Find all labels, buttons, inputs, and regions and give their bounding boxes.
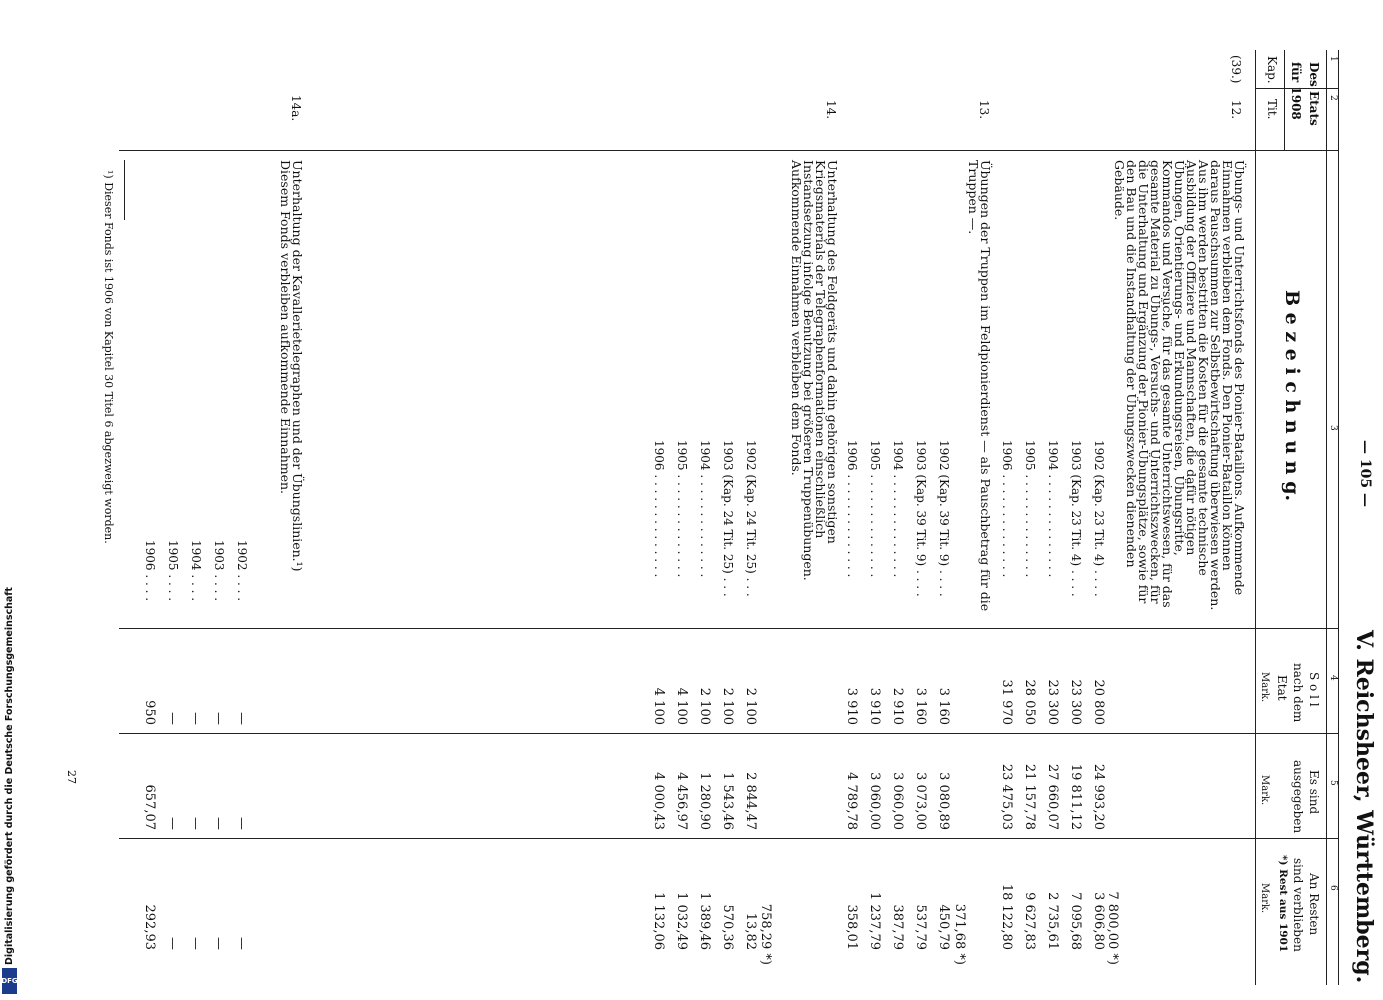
row-reste: 371,68 *) <box>952 903 967 965</box>
col-number-4: 4 <box>1328 675 1338 681</box>
row-soll: 2 100 <box>743 687 758 725</box>
etat-rule <box>1284 50 1285 150</box>
row-reste: 387,79 <box>890 904 905 950</box>
tit-desc-divider <box>119 150 1339 151</box>
row-ausgegeben: — <box>234 817 249 830</box>
etat-label-line1: Des Etats <box>1307 62 1321 126</box>
row-ausgegeben: 657,07 <box>142 784 157 830</box>
row-ausgegeben: 1 280,90 <box>697 772 712 830</box>
row-ausgegeben: 24 993,20 <box>1091 763 1106 830</box>
row-soll: 4 100 <box>651 687 666 725</box>
row-soll: 2 100 <box>697 687 712 725</box>
row-reste: — <box>188 937 203 950</box>
row-soll: 28 050 <box>1022 679 1037 725</box>
row-ausgegeben: 1 543,46 <box>720 772 735 830</box>
colnum-rule <box>1326 50 1327 985</box>
reste-heading-line3: *) Rest aus 1901 <box>1277 855 1289 953</box>
row-label: 1904 . . . . . . . . . . . . . . <box>891 440 905 578</box>
row-ausgegeben: 3 060,00 <box>890 772 905 830</box>
entry-tit: 13. <box>977 100 991 120</box>
row-label: 1906 . . . . . . . . . . . . . . <box>652 440 666 578</box>
row-reste: — <box>234 937 249 950</box>
row-soll: 4 100 <box>674 687 689 725</box>
entry-tit: 14. <box>824 100 838 120</box>
entry-description: Übungs- und Unterrichtsfonds des Pionier-Bataillons. Aufkommende Einnahmen verbleiben dem Fonds. Den Pionier-Bataillon können daraus Pauschsummen zur Selbstbewirtschaftung überwiesen werden. Aus ihm werden bestritten die Kosten für die gesamte technische Ausbildung der Offiziere und Mannschaften, die dafür nötigen Übungen, Orientierungs- und Erkundungsreisen, Übungsritte, Kommandos und Versuche, für das gesamte Unterrichtswesen, für das gesamte Material zu Übungs-, Versuchs- und Unterrichtszwecken, für die Unterhaltung und Ergänzung der Pionier-Übungsplätze, sowie für den Bau und die Instandhaltung der Übungszwecken dienenden Gebäude. <box>1112 160 1247 611</box>
bezeichnung-heading: B e z e i c h n u n g. <box>1281 290 1303 502</box>
etat-label-line2: für 1908 <box>1289 62 1303 120</box>
row-soll: — <box>234 712 249 725</box>
row-soll: 3 910 <box>867 687 882 725</box>
row-reste: 758,29 *) <box>758 903 773 965</box>
digitization-credit: Digitalisierung gefördert durch die Deutsche Forschungsgemeinschaft <box>4 587 15 965</box>
row-reste: — <box>211 937 226 950</box>
entry-description: Unterhaltung der Kavallerietelegraphen und der Übungslinien.¹) Diesem Fonds verbleiben aufkommende Einnahmen. <box>278 160 305 572</box>
row-soll: 31 970 <box>999 679 1014 725</box>
row-ausgegeben: 27 660,07 <box>1045 763 1060 830</box>
row-reste: 9 627,83 <box>1022 892 1037 950</box>
row-ausgegeben: 3 080,89 <box>936 772 951 830</box>
col-number-2: 2 <box>1328 95 1338 101</box>
kap-label: Kap. <box>1265 56 1279 84</box>
row-ausgegeben: 19 811,12 <box>1068 763 1083 830</box>
section-title: V. Reichsheer, Württemberg. <box>1351 630 1377 984</box>
footnote: ¹) Dieser Fonds ist 1906 von Kapitel 30 Titel 6 abgezweigt worden. <box>102 170 115 544</box>
row-reste: 570,36 <box>720 904 735 950</box>
row-label: 1905 . . . . <box>166 540 180 602</box>
row-reste: — <box>165 937 180 950</box>
row-ausgegeben: 3 073,00 <box>913 772 928 830</box>
row-reste: 292,93 <box>142 904 157 950</box>
row-label: 1902 (Kap. 23 Tit. 4) . . . . <box>1092 440 1106 597</box>
row-soll: 2 910 <box>890 687 905 725</box>
row-label: 1902 . . . . <box>235 540 249 602</box>
row-ausgegeben: — <box>188 817 203 830</box>
col-number-6: 6 <box>1328 885 1338 891</box>
row-reste: 3 606,80 <box>1091 892 1106 950</box>
reste-heading-line2: sind verblieben <box>1291 858 1305 952</box>
row-label: 1905 . . . . . . . . . . . . . . <box>868 440 882 578</box>
row-ausgegeben: 4 789,78 <box>844 772 859 830</box>
row-ausgegeben: 21 157,78 <box>1022 763 1037 830</box>
row-reste: 7 095,68 <box>1068 892 1083 950</box>
col-number-1: 1 <box>1328 56 1338 62</box>
soll-unit: Mark. <box>1259 672 1270 703</box>
row-ausgegeben: 3 060,00 <box>867 772 882 830</box>
row-label: 1904 . . . . . . . . . . . . . . <box>1046 440 1060 578</box>
row-label: 1902 (Kap. 39 Tit. 9) . . . . <box>937 440 951 597</box>
row-soll: 3 160 <box>913 687 928 725</box>
row-ausgegeben: 2 844,47 <box>743 772 758 830</box>
row-soll: 23 300 <box>1045 679 1060 725</box>
row-soll: 20 800 <box>1091 679 1106 725</box>
entry-description: Unterhaltung des Feldgeräts und dahin gehörigen sonstigen Kriegsmaterials der Telegraphenformationen einschließlich Instandsetzung infolge Benutzung bei größeren Truppenübungen. Aufkommende Einnahmen verbleiben dem Fonds. <box>789 160 840 581</box>
row-soll: 950 <box>142 700 157 725</box>
page-number: — 105 — <box>1357 440 1373 507</box>
bottom-number: 27 <box>65 770 78 784</box>
row-soll: 3 160 <box>936 687 951 725</box>
row-label: 1906 . . . . . . . . . . . . . . <box>845 440 859 578</box>
row-label: 1904 . . . . . . . . . . . . . . <box>698 440 712 578</box>
row-ausgegeben: — <box>165 817 180 830</box>
row-label: 1905 . . . . . . . . . . . . . . <box>1023 440 1037 578</box>
row-reste: 1 032,49 <box>674 892 689 950</box>
ausgegeben-heading-line2: ausgegeben <box>1291 760 1305 834</box>
soll-heading-line3: Etat <box>1275 675 1289 701</box>
row-label: 1902 (Kap. 24 Tit. 25) . . . <box>744 440 758 597</box>
row-ausgegeben: 4 000,43 <box>651 772 666 830</box>
header-bottom-rule <box>1255 50 1256 985</box>
kap-tit-divider <box>1255 88 1339 89</box>
row-label: 1904 . . . . <box>189 540 203 602</box>
row-reste: 450,79 <box>936 904 951 950</box>
entry-kap: (39.) <box>1229 55 1243 84</box>
desc-soll-divider <box>119 628 1339 629</box>
tit-label: Tit. <box>1265 99 1279 120</box>
row-soll: — <box>188 712 203 725</box>
row-reste: 2 735,61 <box>1045 892 1060 950</box>
row-label: 1906 . . . . . . . . . . . . . . <box>1000 440 1014 578</box>
row-soll: — <box>165 712 180 725</box>
row-ausgegeben: — <box>211 817 226 830</box>
row-label: 1903 (Kap. 23 Tit. 4) . . . . <box>1069 440 1083 597</box>
row-reste: 7 800,00 *) <box>1105 891 1120 965</box>
row-reste: 13,82 <box>743 912 758 950</box>
col-number-5: 5 <box>1328 780 1338 786</box>
ausgegeben-unit: Mark. <box>1259 775 1270 806</box>
reste-heading-line1: An Resten <box>1307 873 1321 936</box>
reste-unit: Mark. <box>1259 883 1270 914</box>
row-soll: 2 100 <box>720 687 735 725</box>
soll-heading-line1: S o l l <box>1307 672 1321 707</box>
row-reste: 537,79 <box>913 904 928 950</box>
row-label: 1903 (Kap. 24 Tit. 25) . . . <box>721 440 735 597</box>
row-label: 1903 (Kap. 39 Tit. 9) . . . . <box>914 440 928 597</box>
soll-ausgegeben-divider <box>119 733 1339 734</box>
entry-tit: 14a. <box>289 95 303 122</box>
row-ausgegeben: 4 456,97 <box>674 772 689 830</box>
row-reste: 18 122,80 <box>999 883 1014 950</box>
row-ausgegeben: 23 475,03 <box>999 763 1014 830</box>
row-reste: 358,01 <box>844 904 859 950</box>
row-label: 1905 . . . . . . . . . . . . . . <box>675 440 689 578</box>
row-reste: 1 237,79 <box>867 892 882 950</box>
row-label: 1906 . . . . <box>143 540 157 602</box>
ausgegeben-reste-divider <box>119 838 1339 839</box>
row-reste: 1 132,06 <box>651 892 666 950</box>
footnote-rule <box>124 160 125 220</box>
ausgegeben-heading-line1: Es sind <box>1307 770 1321 815</box>
entry-description: Übungen der Truppen im Feldpionierdienst — als Pauschbetrag für die Truppen —. <box>966 160 993 612</box>
dfg-logo: DFG <box>2 968 17 994</box>
row-reste: 1 389,46 <box>697 892 712 950</box>
soll-heading-line2: nach dem <box>1291 663 1305 723</box>
row-label: 1903 . . . . <box>212 540 226 602</box>
row-soll: 3 910 <box>844 687 859 725</box>
top-rule <box>1338 50 1339 985</box>
row-soll: 23 300 <box>1068 679 1083 725</box>
row-soll: — <box>211 712 226 725</box>
entry-tit: 12. <box>1229 100 1243 120</box>
col-number-3: 3 <box>1328 425 1338 431</box>
